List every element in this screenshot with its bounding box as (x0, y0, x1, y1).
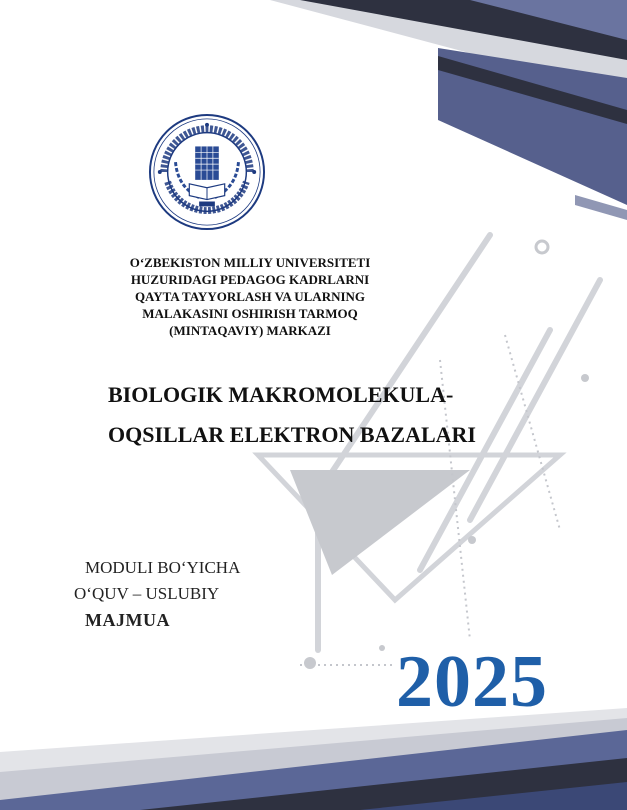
node-dot-2 (468, 536, 476, 544)
document-subtitle (70, 555, 240, 633)
node-dot-3 (304, 657, 316, 669)
node-dot-4 (379, 645, 385, 651)
institution-name (60, 254, 440, 339)
institution-line: (MINTAQAVIY) MARKAZI (169, 323, 331, 338)
institution-line: O‘ZBEKISTON MILLIY UNIVERSITETI (129, 255, 371, 270)
university-logo-icon (148, 113, 266, 231)
title-line: OQSILLAR ELEKTRON BAZALARI (108, 422, 476, 447)
node-circle-top (536, 241, 548, 253)
institution-line: QAYTA TAYYORLASH VA ULARNING (134, 289, 366, 304)
node-dot-1 (581, 374, 589, 382)
title-line: BIOLOGIK MAKROMOLEKULA- (108, 382, 454, 407)
publication-year: 2025 (396, 641, 548, 723)
document-title (108, 375, 476, 455)
subtitle-line: MAJMUA (85, 610, 170, 630)
institution-line: HUZURIDAGI PEDAGOG KADRLARNI (130, 272, 370, 287)
subtitle-line: MODULI BO‘YICHA (85, 558, 241, 577)
subtitle-line: O‘QUV – USLUBIY (74, 584, 220, 603)
institution-line: MALAKASINI OSHIRISH TARMOQ (142, 306, 358, 321)
